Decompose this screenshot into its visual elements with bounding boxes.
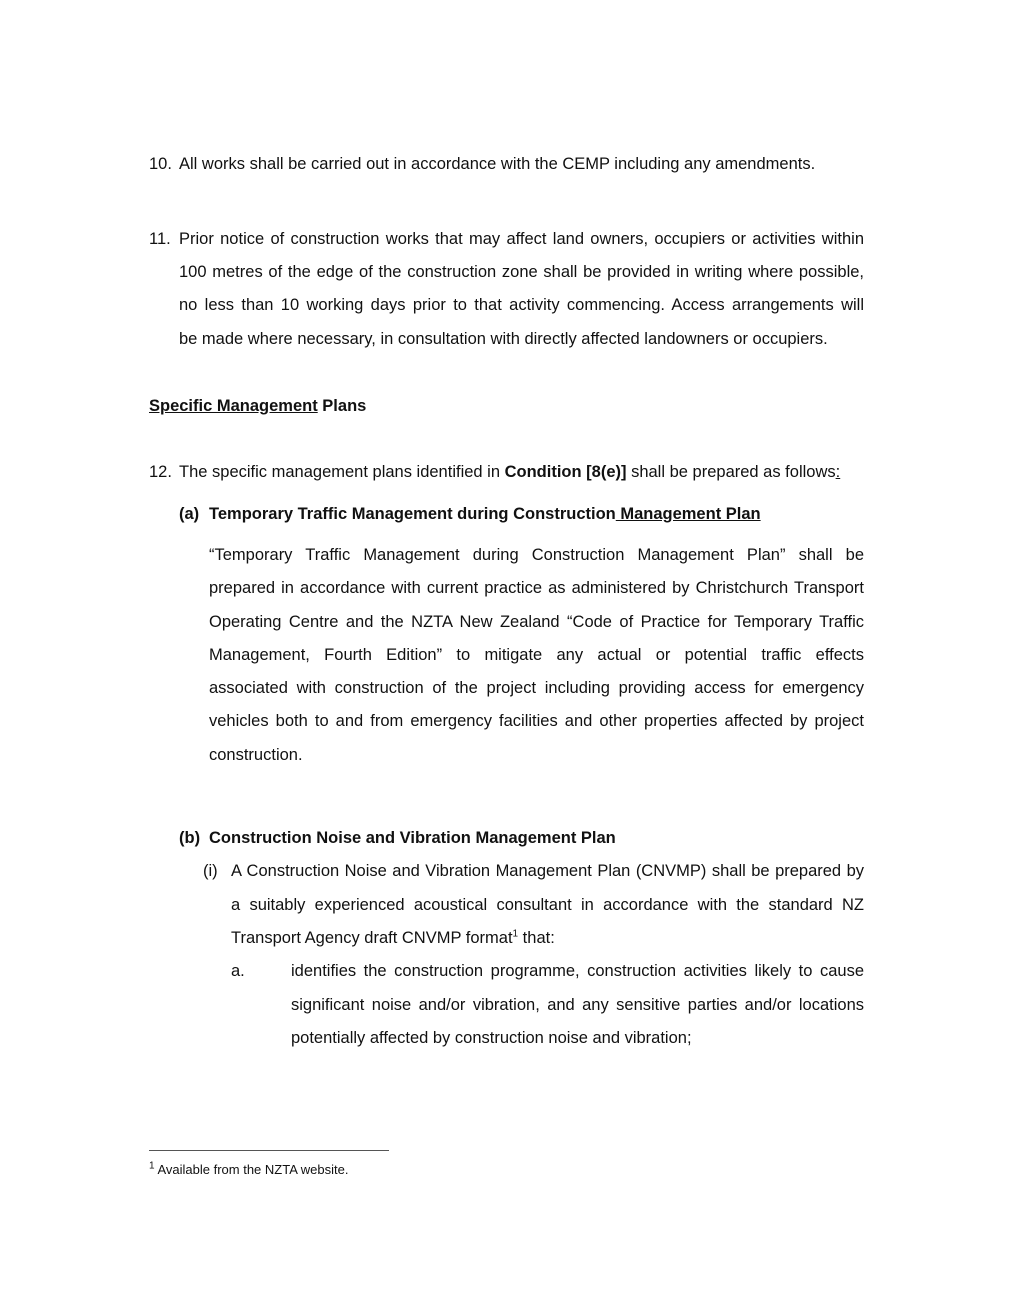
item-11-line: no less than 10 working days prior to that activity commencing. Access arrangements will	[179, 296, 864, 314]
sub-b-i-line: A Construction Noise and Vibration Management Plan (CNVMP) shall be prepared by	[231, 862, 864, 880]
footnote-text: Available from the NZTA website.	[154, 1162, 349, 1177]
condition-reference: Condition [8(e)]	[504, 463, 627, 481]
item-12-text	[179, 463, 840, 482]
item-11-line: Prior notice of construction works that may affect land owners, occupiers or activities within	[179, 230, 864, 248]
footnote-separator	[149, 1150, 389, 1151]
sub-b-i-line	[231, 929, 555, 948]
item-10-number: 10.	[149, 155, 172, 173]
sub-a-line: Operating Centre and the NZTA New Zealand “Code of Practice for Temporary Traffic	[209, 613, 864, 631]
item-10-text: All works shall be carried out in accordance with the CEMP including any amendments.	[179, 155, 816, 173]
footnote	[149, 1162, 348, 1177]
item-11-number: 11.	[149, 230, 171, 248]
sub-a-line: construction.	[209, 746, 303, 764]
sub-b-i-line3-post: that:	[518, 929, 555, 947]
sub-a-line: vehicles both to and from emergency facilities and other properties affected by project	[209, 712, 864, 730]
sub-a-title-main: Temporary Traffic Management during Construction	[209, 505, 616, 523]
item-11-line: 100 metres of the edge of the construction zone shall be provided in writing where possible,	[179, 263, 864, 281]
sub-b-a-label: a.	[231, 962, 245, 980]
sub-a-line: Management, Fourth Edition” to mitigate any actual or potential traffic effects	[209, 646, 864, 664]
item-11-line: be made where necessary, in consultation with directly affected landowners or occupiers.	[179, 330, 828, 348]
sub-b-label: (b)	[179, 829, 201, 847]
section-heading-underlined: Specific Management	[149, 397, 318, 415]
item-12-number: 12.	[149, 463, 172, 481]
item-12-colon: :	[835, 463, 841, 481]
section-heading	[149, 397, 366, 416]
sub-a-label: (a)	[179, 505, 200, 523]
sub-b-a-line: significant noise and/or vibration, and any sensitive parties and/or locations	[291, 996, 864, 1014]
sub-b-title: Construction Noise and Vibration Management Plan	[209, 829, 616, 847]
sub-b-a-line: identifies the construction programme, construction activities likely to cause	[291, 962, 864, 980]
section-heading-rest: Plans	[317, 397, 367, 415]
sub-b-i-line3-pre: Transport Agency draft CNVMP format	[231, 929, 513, 947]
sub-b-a-line: potentially affected by construction noise and vibration;	[291, 1029, 692, 1047]
footnote-mark: 1	[149, 1160, 155, 1172]
footnote-reference: 1	[512, 928, 519, 940]
sub-b-i-line: a suitably experienced acoustical consultant in accordance with the standard NZ	[231, 896, 864, 914]
item-12-pre: The specific management plans identified in	[179, 463, 505, 481]
sub-a-title	[209, 505, 761, 524]
sub-a-line: associated with construction of the project including providing access for emergency	[209, 679, 864, 697]
item-12-post: shall be prepared as follows	[626, 463, 836, 481]
sub-b-i-label: (i)	[203, 862, 218, 880]
sub-a-line: prepared in accordance with current practice as administered by Christchurch Transport	[209, 579, 864, 597]
sub-a-line: “Temporary Traffic Management during Construction Management Plan” shall be	[209, 546, 864, 564]
sub-a-title-underlined: Management Plan	[615, 505, 761, 523]
